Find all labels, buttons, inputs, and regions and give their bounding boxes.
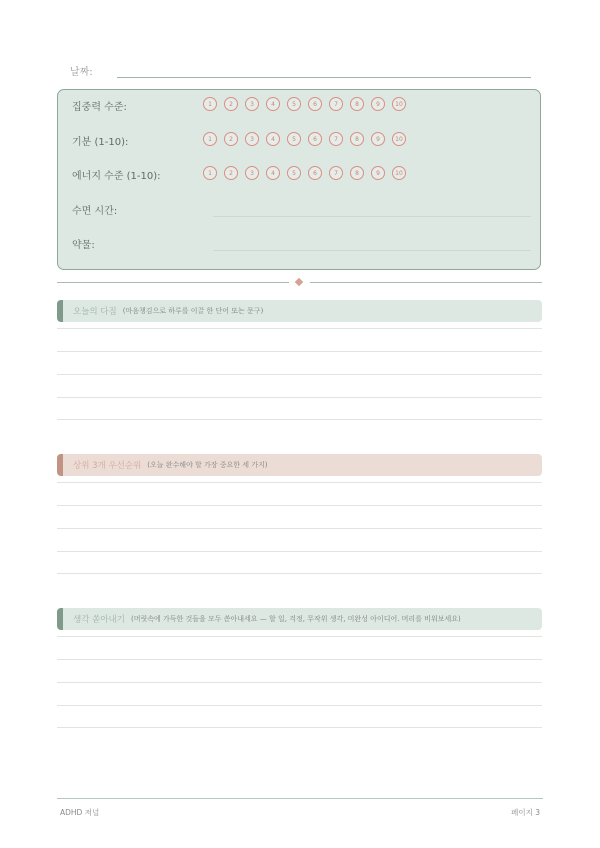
writing-line[interactable] — [57, 505, 542, 506]
section-hint: (머릿속에 가득한 것들을 모두 쏟아내세요 — 할 일, 걱정, 무작위 생각, 미완성 아이디어. 머리를 비워보세요) — [130, 615, 461, 623]
rating-bubble[interactable]: 8 — [350, 166, 364, 180]
section-title: 상위 3개 우선순위 — [73, 461, 142, 471]
rating-bubble[interactable]: 5 — [287, 166, 301, 180]
divider-line-left — [57, 282, 289, 283]
section-top-priorities-header — [57, 454, 542, 476]
footer-page-number: 페이지 3 — [511, 808, 540, 817]
writing-line[interactable] — [57, 419, 542, 420]
rating-bubble[interactable]: 3 — [245, 97, 259, 111]
section-title: 오늘의 다짐 — [73, 307, 117, 317]
section-hint: (오늘 완수해야 할 가장 중요한 세 가지) — [147, 461, 268, 469]
section-hint: (마음챙김으로 하루를 이끌 한 단어 또는 문구) — [122, 307, 264, 315]
rating-bubble[interactable]: 4 — [266, 132, 280, 146]
sleep-hours-input-line[interactable] — [213, 216, 531, 217]
focus-level-scale — [203, 97, 406, 111]
rating-bubble[interactable]: 3 — [245, 132, 259, 146]
energy-level-scale — [203, 166, 406, 180]
rating-bubble[interactable]: 1 — [203, 166, 217, 180]
rating-bubble[interactable]: 6 — [308, 166, 322, 180]
writing-line[interactable] — [57, 573, 542, 574]
rating-bubble[interactable]: 8 — [350, 132, 364, 146]
rating-bubble[interactable]: 2 — [224, 132, 238, 146]
rating-bubble[interactable]: 7 — [329, 166, 343, 180]
rating-bubble[interactable]: 7 — [329, 97, 343, 111]
writing-line[interactable] — [57, 351, 542, 352]
writing-line[interactable] — [57, 374, 542, 375]
rating-bubble[interactable]: 9 — [371, 166, 385, 180]
date-input-line[interactable] — [117, 77, 531, 78]
section-brain-dump-header — [57, 608, 542, 630]
rating-bubble[interactable]: 4 — [266, 166, 280, 180]
rating-bubble[interactable]: 10 — [392, 132, 406, 146]
section-accent-bar — [57, 608, 63, 630]
daily-tracker-box — [57, 89, 541, 270]
rating-bubble[interactable]: 8 — [350, 97, 364, 111]
rating-bubble[interactable]: 2 — [224, 166, 238, 180]
writing-line[interactable] — [57, 705, 542, 706]
rating-bubble[interactable]: 7 — [329, 132, 343, 146]
rating-bubble[interactable]: 10 — [392, 166, 406, 180]
rating-bubble[interactable]: 2 — [224, 97, 238, 111]
divider-line-right — [310, 282, 542, 283]
section-title: 생각 쏟아내기 — [73, 615, 125, 625]
footer-journal-name: ADHD 저널 — [60, 808, 100, 817]
medication-label: 약물: — [72, 240, 95, 251]
rating-bubble[interactable]: 1 — [203, 97, 217, 111]
rating-bubble[interactable]: 6 — [308, 132, 322, 146]
rating-bubble[interactable]: 3 — [245, 166, 259, 180]
writing-line[interactable] — [57, 528, 542, 529]
medication-input-line[interactable] — [213, 250, 531, 251]
rating-bubble[interactable]: 9 — [371, 132, 385, 146]
sleep-hours-label: 수면 시간: — [72, 206, 118, 217]
mood-label: 기분 (1-10): — [72, 137, 129, 148]
rating-bubble[interactable]: 5 — [287, 97, 301, 111]
focus-level-label: 집중력 수준: — [72, 102, 127, 113]
writing-line[interactable] — [57, 636, 542, 637]
section-accent-bar — [57, 454, 63, 476]
rating-bubble[interactable]: 5 — [287, 132, 301, 146]
writing-line[interactable] — [57, 328, 542, 329]
energy-level-label: 에너지 수준 (1-10): — [72, 171, 161, 182]
divider-diamond-icon — [295, 278, 303, 286]
writing-line[interactable] — [57, 727, 542, 728]
mood-scale — [203, 132, 406, 146]
rating-bubble[interactable]: 4 — [266, 97, 280, 111]
writing-line[interactable] — [57, 397, 542, 398]
writing-line[interactable] — [57, 682, 542, 683]
rating-bubble[interactable]: 1 — [203, 132, 217, 146]
section-daily-intention-header — [57, 300, 542, 322]
writing-line[interactable] — [57, 551, 542, 552]
writing-line[interactable] — [57, 482, 542, 483]
rating-bubble[interactable]: 10 — [392, 97, 406, 111]
rating-bubble[interactable]: 6 — [308, 97, 322, 111]
writing-line[interactable] — [57, 659, 542, 660]
rating-bubble[interactable]: 9 — [371, 97, 385, 111]
footer-divider — [57, 798, 543, 799]
section-accent-bar — [57, 300, 63, 322]
date-label: 날짜: — [70, 67, 93, 78]
